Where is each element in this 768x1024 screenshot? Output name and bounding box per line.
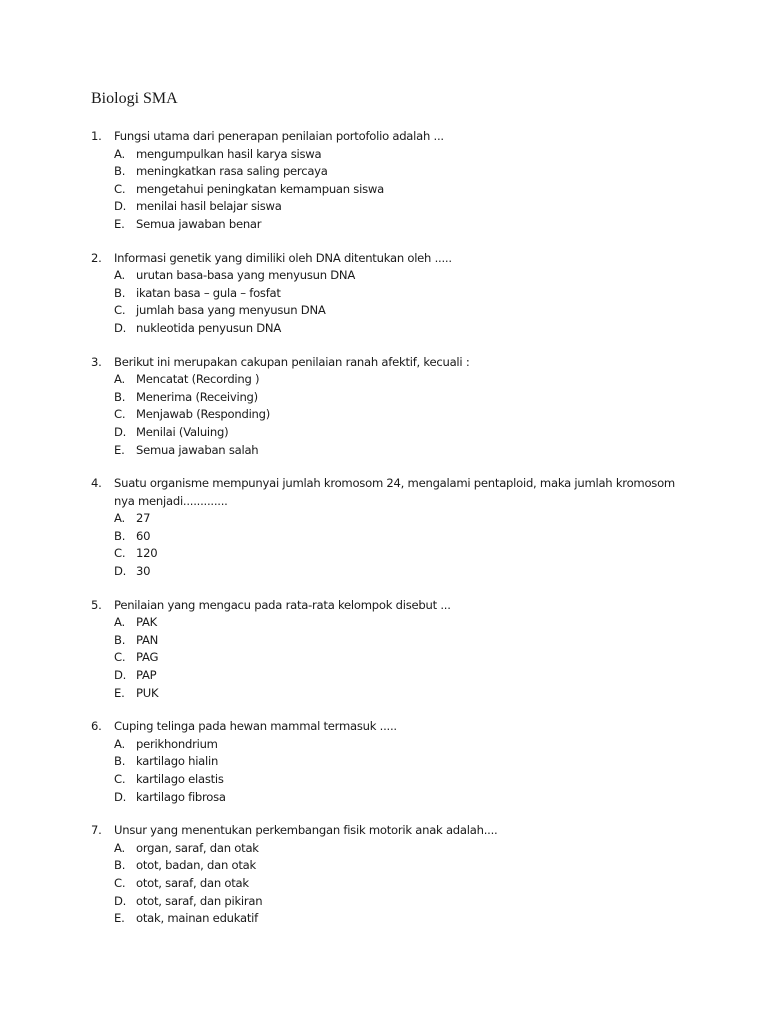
option-text: Menilai (Valuing) bbox=[136, 424, 229, 439]
option-text: mengumpulkan hasil karya siswa bbox=[136, 146, 322, 161]
option-text: otot, saraf, dan otak bbox=[136, 875, 249, 890]
option-letter: C. bbox=[114, 650, 126, 665]
option-letter: D. bbox=[114, 893, 127, 908]
question-number: 1. bbox=[91, 129, 102, 143]
answer-option bbox=[91, 510, 691, 528]
option-letter: B. bbox=[114, 858, 126, 873]
question-text: Berikut ini merupakan cakupan penilaian ranah afektif, kecuali : bbox=[114, 354, 470, 369]
option-text: 27 bbox=[136, 511, 151, 526]
option-text: Semua jawaban salah bbox=[136, 442, 259, 457]
option-text: organ, saraf, dan otak bbox=[136, 840, 259, 855]
answer-option bbox=[91, 736, 691, 754]
question-list bbox=[91, 128, 691, 944]
option-letter: D. bbox=[114, 668, 127, 683]
answer-option bbox=[91, 181, 691, 199]
option-text: otak, mainan edukatif bbox=[136, 911, 258, 926]
option-text: otot, badan, dan otak bbox=[136, 858, 256, 873]
answer-option bbox=[91, 146, 691, 164]
question-number: 5. bbox=[91, 597, 102, 612]
page-title: Biologi SMA bbox=[91, 90, 178, 107]
option-letter: D. bbox=[114, 789, 127, 804]
option-letter: C. bbox=[114, 407, 126, 422]
answer-options bbox=[91, 736, 691, 806]
option-text: PAK bbox=[136, 615, 158, 630]
answer-option bbox=[91, 753, 691, 771]
option-text: Menerima (Receiving) bbox=[136, 389, 258, 404]
option-letter: B. bbox=[114, 389, 126, 404]
answer-options bbox=[91, 510, 691, 580]
question-item bbox=[91, 822, 691, 928]
question-stem bbox=[91, 250, 691, 268]
answer-option bbox=[91, 910, 691, 928]
answer-option bbox=[91, 771, 691, 789]
answer-option bbox=[91, 216, 691, 234]
answer-option bbox=[91, 789, 691, 807]
option-letter: B. bbox=[114, 632, 126, 647]
option-letter: E. bbox=[114, 216, 125, 231]
option-letter: E. bbox=[114, 685, 125, 700]
answer-option bbox=[91, 667, 691, 685]
answer-options bbox=[91, 614, 691, 702]
option-text: PUK bbox=[136, 685, 159, 700]
option-letter: A. bbox=[114, 268, 125, 283]
option-letter: D. bbox=[114, 564, 127, 579]
answer-option bbox=[91, 840, 691, 858]
answer-option bbox=[91, 442, 691, 460]
option-letter: B. bbox=[114, 528, 126, 543]
answer-option bbox=[91, 406, 691, 424]
option-text: Mencatat (Recording ) bbox=[136, 372, 260, 387]
question-item bbox=[91, 354, 691, 460]
question-text: Suatu organisme mempunyai jumlah kromosom 24, mengalami pentaploid, maka jumlah kromosom nya menjadi............. bbox=[114, 476, 675, 508]
option-letter: C. bbox=[114, 772, 126, 786]
option-letter: E. bbox=[114, 442, 125, 457]
option-text: perikhondrium bbox=[136, 736, 218, 751]
question-stem bbox=[91, 597, 691, 615]
question-item bbox=[91, 250, 691, 338]
option-text: kartilago hialin bbox=[136, 754, 219, 769]
option-text: meningkatkan rasa saling percaya bbox=[136, 164, 328, 179]
option-letter: D. bbox=[114, 320, 127, 335]
option-letter: B. bbox=[114, 164, 126, 179]
question-item bbox=[91, 597, 691, 703]
question-number: 2. bbox=[91, 250, 102, 265]
answer-option bbox=[91, 632, 691, 650]
option-letter: A. bbox=[114, 511, 125, 526]
option-text: 60 bbox=[136, 528, 151, 543]
question-stem bbox=[91, 354, 691, 372]
question-item bbox=[91, 128, 691, 234]
option-text: otot, saraf, dan pikiran bbox=[136, 893, 263, 908]
option-letter: C. bbox=[114, 303, 126, 318]
option-letter: C. bbox=[114, 546, 126, 561]
option-letter: C. bbox=[114, 181, 126, 196]
option-text: menilai hasil belajar siswa bbox=[136, 199, 282, 214]
question-item bbox=[91, 475, 691, 581]
option-letter: A. bbox=[114, 840, 125, 855]
option-text: nukleotida penyusun DNA bbox=[136, 320, 282, 335]
answer-option bbox=[91, 163, 691, 181]
question-text: Cuping telinga pada hewan mammal termasuk ..... bbox=[114, 719, 397, 734]
answer-options bbox=[91, 146, 691, 234]
option-text: Semua jawaban benar bbox=[136, 216, 262, 231]
option-text: 120 bbox=[136, 546, 158, 561]
option-text: kartilago elastis bbox=[136, 772, 224, 786]
question-stem bbox=[91, 128, 691, 146]
question-number: 6. bbox=[91, 719, 102, 734]
option-letter: A. bbox=[114, 146, 125, 161]
option-text: PAG bbox=[136, 650, 159, 665]
question-stem bbox=[91, 475, 691, 510]
option-text: kartilago fibrosa bbox=[136, 789, 226, 804]
question-number: 3. bbox=[91, 354, 102, 369]
option-letter: A. bbox=[114, 736, 125, 751]
option-text: Menjawab (Responding) bbox=[136, 407, 271, 422]
option-text: 30 bbox=[136, 564, 151, 579]
answer-options bbox=[91, 267, 691, 337]
question-text: Informasi genetik yang dimiliki oleh DNA ditentukan oleh ..... bbox=[114, 250, 452, 265]
answer-option bbox=[91, 545, 691, 563]
answer-option bbox=[91, 528, 691, 546]
answer-options bbox=[91, 371, 691, 459]
answer-option bbox=[91, 371, 691, 389]
option-letter: D. bbox=[114, 199, 127, 214]
answer-option bbox=[91, 320, 691, 338]
option-letter: C. bbox=[114, 875, 126, 890]
question-text: Penilaian yang mengacu pada rata-rata kelompok disebut ... bbox=[114, 597, 451, 612]
option-letter: B. bbox=[114, 754, 126, 769]
question-stem bbox=[91, 718, 691, 736]
answer-option bbox=[91, 893, 691, 911]
answer-option bbox=[91, 563, 691, 581]
option-text: PAN bbox=[136, 632, 159, 647]
option-text: mengetahui peningkatan kemampuan siswa bbox=[136, 181, 384, 196]
answer-options bbox=[91, 840, 691, 928]
answer-option bbox=[91, 424, 691, 442]
option-letter: A. bbox=[114, 372, 125, 387]
option-text: urutan basa-basa yang menyusun DNA bbox=[136, 268, 356, 283]
option-text: ikatan basa – gula – fosfat bbox=[136, 285, 281, 300]
question-item bbox=[91, 718, 691, 806]
question-text: Unsur yang menentukan perkembangan fisik motorik anak adalah.... bbox=[114, 823, 498, 838]
answer-option bbox=[91, 685, 691, 703]
question-number: 4. bbox=[91, 476, 102, 491]
answer-option bbox=[91, 389, 691, 407]
option-letter: B. bbox=[114, 285, 126, 300]
answer-option bbox=[91, 614, 691, 632]
answer-option bbox=[91, 857, 691, 875]
option-letter: E. bbox=[114, 911, 125, 926]
option-letter: D. bbox=[114, 424, 127, 439]
question-number: 7. bbox=[91, 823, 102, 838]
question-text: Fungsi utama dari penerapan penilaian portofolio adalah ... bbox=[114, 129, 444, 143]
question-stem bbox=[91, 822, 691, 840]
answer-option bbox=[91, 875, 691, 893]
answer-option bbox=[91, 198, 691, 216]
option-text: jumlah basa yang menyusun DNA bbox=[136, 303, 326, 318]
answer-option bbox=[91, 302, 691, 320]
answer-option bbox=[91, 285, 691, 303]
option-text: PAP bbox=[136, 668, 157, 683]
answer-option bbox=[91, 649, 691, 667]
answer-option bbox=[91, 267, 691, 285]
option-letter: A. bbox=[114, 615, 125, 630]
